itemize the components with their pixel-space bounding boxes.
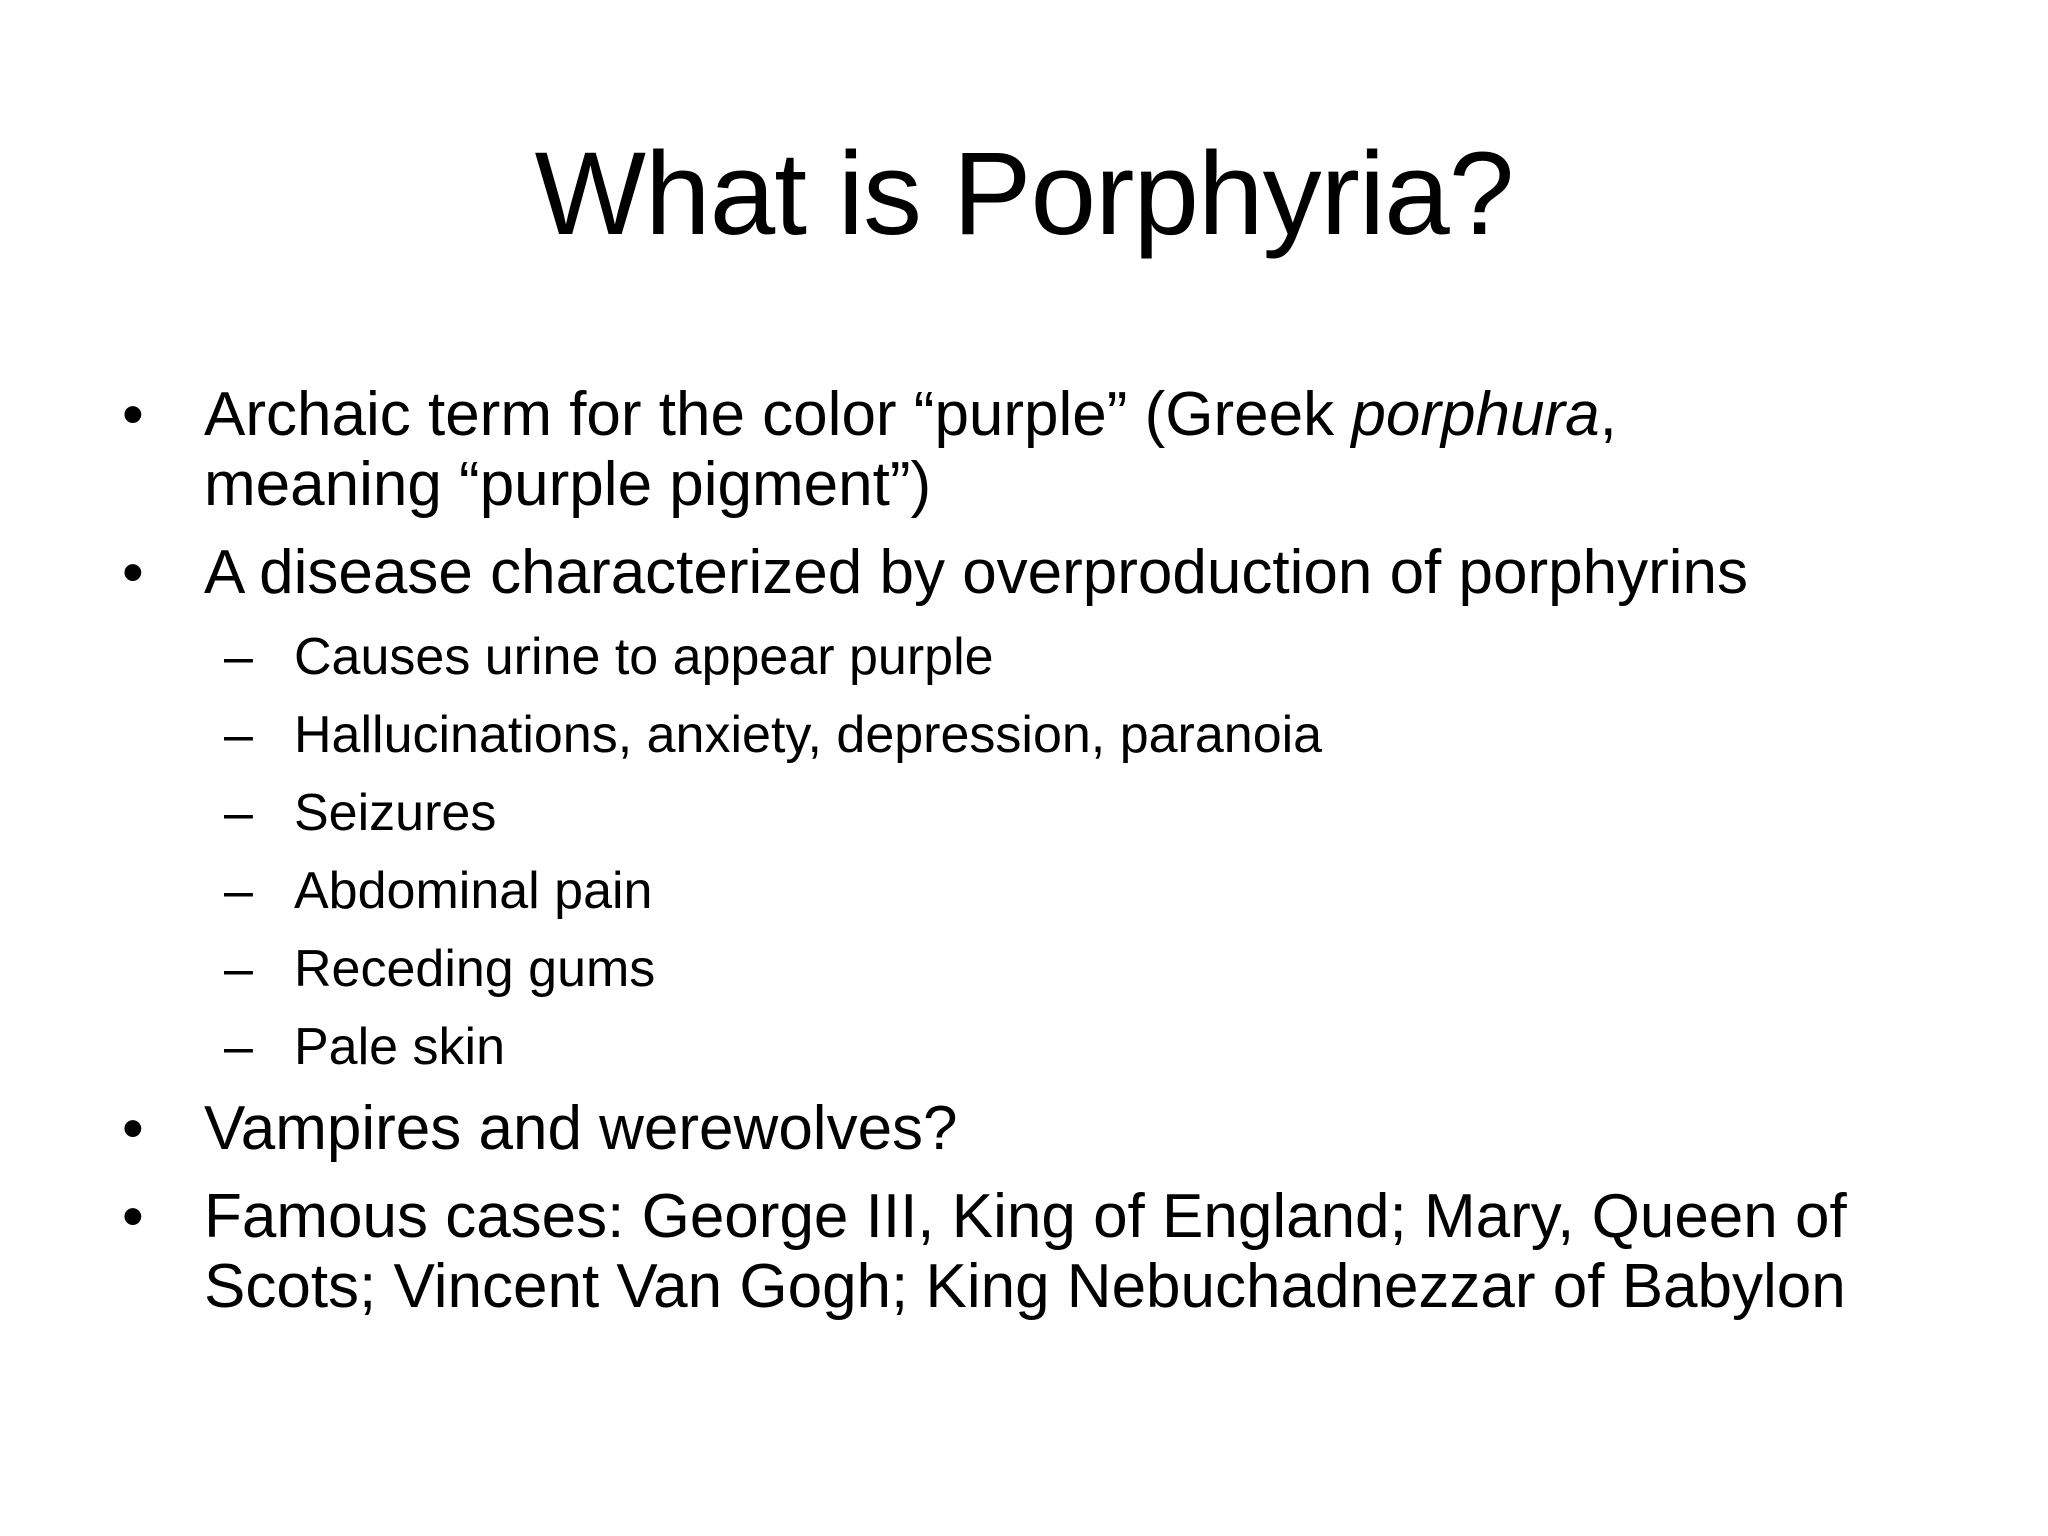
sub-bullet-text: Pale skin xyxy=(294,1018,505,1076)
sub-bullet-item xyxy=(120,1016,1940,1078)
bullet-item xyxy=(120,1094,1940,1164)
sub-bullet-marker: – xyxy=(224,1018,253,1076)
sub-bullet-item xyxy=(120,782,1940,844)
bullet-text-line xyxy=(204,380,1940,450)
sub-bullet-text: Receding gums xyxy=(294,940,656,998)
bullet-list xyxy=(120,380,1940,1340)
bullet-text: , xyxy=(1599,380,1617,449)
bullet-marker: • xyxy=(122,1182,144,1251)
bullet-marker: • xyxy=(122,1094,144,1163)
bullet-item xyxy=(120,538,1940,608)
sub-bullet-text: Seizures xyxy=(294,784,497,842)
bullet-item xyxy=(120,380,1940,520)
sub-bullet-item xyxy=(120,626,1940,688)
sub-bullet-marker: – xyxy=(224,862,253,920)
bullet-item xyxy=(120,1182,1940,1322)
sub-bullet-item xyxy=(120,860,1940,922)
sub-bullet-item xyxy=(120,938,1940,1000)
bullet-text: Archaic term for the color “purple” (Greek xyxy=(204,380,1352,449)
bullet-marker: • xyxy=(122,538,144,607)
sub-bullet-item xyxy=(120,704,1940,766)
bullet-text: Vampires and werewolves? xyxy=(204,1094,958,1163)
bullet-marker: • xyxy=(122,380,144,449)
bullet-text: A disease characterized by overproduction of porphyrins xyxy=(204,538,1748,607)
italic-term: porphura xyxy=(1351,380,1600,449)
sub-bullet-marker: – xyxy=(224,706,253,764)
sub-bullet-list xyxy=(120,626,1940,1078)
bullet-text-line: Famous cases: George III, King of England; Mary, Queen of xyxy=(204,1182,1847,1251)
sub-bullet-marker: – xyxy=(224,784,253,842)
sub-bullet-marker: – xyxy=(224,628,253,686)
bullet-text-line: meaning “purple pigment”) xyxy=(204,450,932,519)
sub-bullet-text: Hallucinations, anxiety, depression, paranoia xyxy=(294,706,1323,764)
bullet-text-line: Scots; Vincent Van Gogh; King Nebuchadnezzar of Babylon xyxy=(204,1252,1846,1321)
slide-title: What is Porphyria? xyxy=(534,128,1514,260)
sub-bullet-text: Abdominal pain xyxy=(294,862,653,920)
sub-bullet-marker: – xyxy=(224,940,253,998)
sub-bullet-text: Causes urine to appear purple xyxy=(294,628,994,686)
